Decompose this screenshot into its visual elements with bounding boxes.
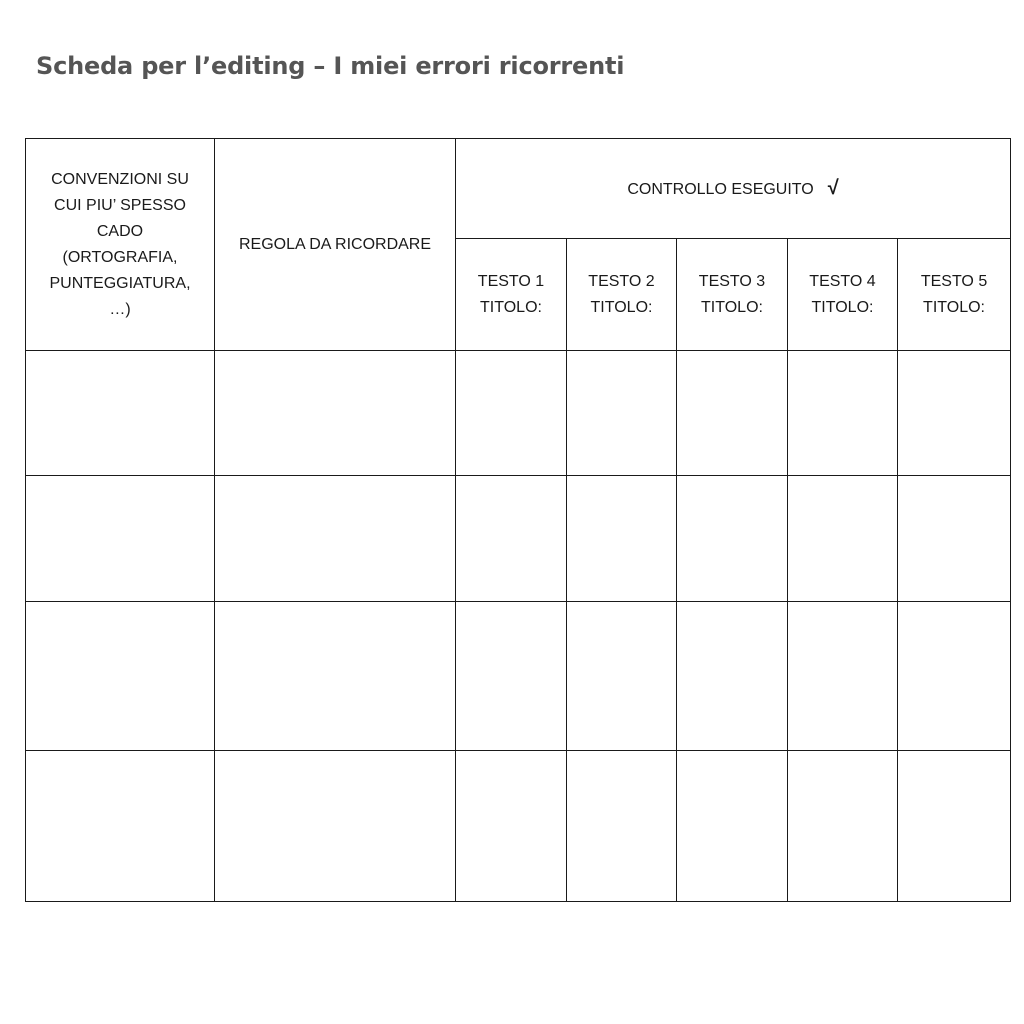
cell-check[interactable]	[788, 602, 898, 751]
table-row	[26, 351, 1011, 476]
header-conventions-line: (ORTOGRAFIA,	[62, 248, 178, 266]
header-text-label: TESTO 5	[920, 272, 988, 290]
cell-convention[interactable]	[26, 751, 215, 902]
header-rule	[215, 139, 456, 351]
header-text-title-label: TITOLO:	[590, 298, 653, 316]
cell-check[interactable]	[677, 476, 788, 602]
cell-check[interactable]	[677, 602, 788, 751]
cell-check[interactable]	[788, 476, 898, 602]
header-rule-label: REGOLA DA RICORDARE	[238, 235, 432, 253]
cell-rule[interactable]	[215, 602, 456, 751]
checkmark-icon: √	[827, 176, 839, 199]
cell-check[interactable]	[898, 476, 1011, 602]
header-text-label: TESTO 2	[588, 272, 655, 290]
cell-convention[interactable]	[26, 602, 215, 751]
header-conventions-line: CUI PIU’ SPESSO	[54, 196, 186, 214]
cell-check[interactable]	[898, 602, 1011, 751]
cell-check[interactable]	[788, 751, 898, 902]
header-check-done	[456, 139, 1011, 239]
editing-table	[25, 138, 1011, 902]
cell-check[interactable]	[456, 351, 567, 476]
header-conventions	[26, 139, 215, 351]
header-text-2	[567, 239, 677, 351]
header-text-title-label: TITOLO:	[811, 298, 874, 316]
cell-convention[interactable]	[26, 476, 215, 602]
cell-check[interactable]	[677, 751, 788, 902]
table-row	[26, 751, 1011, 902]
cell-check[interactable]	[456, 751, 567, 902]
header-text-label: TESTO 4	[809, 272, 876, 290]
cell-check[interactable]	[567, 351, 677, 476]
cell-check[interactable]	[567, 476, 677, 602]
header-conventions-line: CONVENZIONI SU	[51, 170, 189, 188]
header-text-title-label: TITOLO:	[701, 298, 763, 316]
cell-check[interactable]	[898, 351, 1011, 476]
page-title: Scheda per l’editing – I miei errori ricorrenti	[36, 52, 625, 80]
cell-check[interactable]	[898, 751, 1011, 902]
cell-check[interactable]	[456, 602, 567, 751]
cell-check[interactable]	[677, 351, 788, 476]
header-text-1	[456, 239, 567, 351]
cell-convention[interactable]	[26, 351, 215, 476]
header-text-label: TESTO 1	[477, 272, 545, 290]
cell-check[interactable]	[567, 602, 677, 751]
header-text-title-label: TITOLO:	[480, 298, 542, 316]
cell-rule[interactable]	[215, 751, 456, 902]
header-check-label: CONTROLLO ESEGUITO	[627, 180, 814, 198]
cell-check[interactable]	[788, 351, 898, 476]
header-text-label: TESTO 3	[698, 272, 766, 290]
cell-check[interactable]	[567, 751, 677, 902]
table-row	[26, 602, 1011, 751]
header-text-title-label: TITOLO:	[923, 298, 985, 316]
header-text-3	[677, 239, 788, 351]
cell-check[interactable]	[456, 476, 567, 602]
header-conventions-line: CADO	[96, 222, 144, 240]
header-text-5	[898, 239, 1011, 351]
header-conventions-line: …)	[109, 300, 131, 318]
header-row-top	[26, 139, 1011, 239]
table-row	[26, 476, 1011, 602]
cell-rule[interactable]	[215, 476, 456, 602]
header-text-4	[788, 239, 898, 351]
header-conventions-line: PUNTEGGIATURA,	[49, 274, 191, 292]
cell-rule[interactable]	[215, 351, 456, 476]
